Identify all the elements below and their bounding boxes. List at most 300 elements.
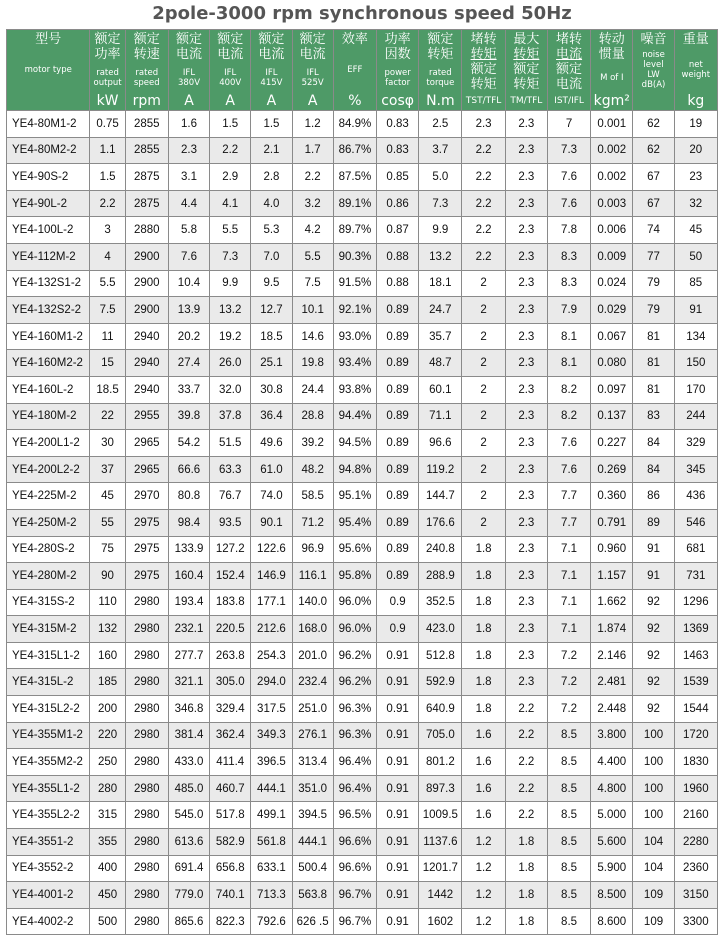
header-cn-text: 电流 bbox=[556, 77, 583, 92]
table-cell: 90.3% bbox=[333, 243, 376, 270]
header-unit: cosφ bbox=[381, 93, 415, 109]
table-cell: 100 bbox=[633, 749, 674, 776]
motor-type-cell: YE4-160M2-2 bbox=[7, 350, 90, 377]
header-en-text: LW bbox=[647, 70, 660, 80]
table-cell: 9.9 bbox=[419, 217, 462, 244]
header-en-text: 415V bbox=[260, 77, 283, 88]
table-cell: 276.1 bbox=[292, 722, 333, 749]
header-cn-text: 额定 bbox=[217, 32, 244, 47]
table-cell: 8.5 bbox=[547, 829, 590, 856]
table-cell: 240.8 bbox=[419, 536, 462, 563]
table-cell: 2.3 bbox=[505, 376, 547, 403]
table-cell: 7.6 bbox=[547, 430, 590, 457]
table-cell: 183.8 bbox=[210, 589, 251, 616]
table-cell: 212.6 bbox=[251, 616, 292, 643]
table-cell: 2980 bbox=[125, 589, 168, 616]
header-row bbox=[7, 30, 718, 111]
table-cell: 37.8 bbox=[210, 403, 251, 430]
table-cell: 86 bbox=[633, 483, 674, 510]
header-cn-text: 额定 bbox=[94, 32, 121, 47]
table-cell: 7.5 bbox=[292, 270, 333, 297]
column-header bbox=[547, 30, 590, 111]
header-en-text: rated bbox=[429, 67, 452, 78]
table-cell: 220 bbox=[90, 722, 125, 749]
table-cell: 713.3 bbox=[251, 882, 292, 909]
table-cell: 1.2 bbox=[292, 111, 333, 138]
table-cell: 7.3 bbox=[547, 137, 590, 164]
table-cell: 81 bbox=[633, 376, 674, 403]
table-cell: 626 .5 bbox=[292, 908, 333, 935]
header-en-text: 525V bbox=[301, 77, 324, 88]
motor-type-cell: YE4-180M-2 bbox=[7, 403, 90, 430]
table-cell: 96.4% bbox=[333, 775, 376, 802]
table-cell: 2 bbox=[462, 509, 505, 536]
table-cell: 2.2 bbox=[210, 137, 251, 164]
header-unit: TM/TFL bbox=[510, 96, 543, 106]
table-cell: 1442 bbox=[419, 882, 462, 909]
table-cell: 71.2 bbox=[292, 509, 333, 536]
table-cell: 2.3 bbox=[505, 111, 547, 138]
table-cell: 1.6 bbox=[462, 775, 505, 802]
table-cell: 2965 bbox=[125, 456, 168, 483]
header-cn-text: 电流 bbox=[175, 47, 202, 62]
table-cell: 96.6% bbox=[333, 829, 376, 856]
table-cell: 288.9 bbox=[419, 563, 462, 590]
table-cell: 1.8 bbox=[462, 669, 505, 696]
motor-type-cell: YE4-200L2-2 bbox=[7, 456, 90, 483]
table-cell: 20 bbox=[674, 137, 717, 164]
table-cell: 91 bbox=[633, 563, 674, 590]
table-cell: 681 bbox=[674, 536, 717, 563]
table-cell: 7.6 bbox=[547, 164, 590, 191]
table-cell: 2.9 bbox=[210, 164, 251, 191]
table-cell: 48.2 bbox=[292, 456, 333, 483]
table-cell: 152.4 bbox=[210, 563, 251, 590]
table-cell: 2.8 bbox=[251, 164, 292, 191]
table-cell: 0.006 bbox=[591, 217, 633, 244]
table-cell: 423.0 bbox=[419, 616, 462, 643]
table-cell: 55 bbox=[90, 509, 125, 536]
table-cell: 801.2 bbox=[419, 749, 462, 776]
table-cell: 2900 bbox=[125, 297, 168, 324]
header-unit bbox=[46, 93, 50, 109]
table-cell: 0.87 bbox=[377, 217, 419, 244]
table-cell: 822.3 bbox=[210, 908, 251, 935]
table-cell: 0.89 bbox=[377, 430, 419, 457]
table-cell: 2975 bbox=[125, 536, 168, 563]
table-cell: 81 bbox=[633, 350, 674, 377]
table-cell: 12.7 bbox=[251, 297, 292, 324]
column-header bbox=[333, 30, 376, 111]
table-cell: 3150 bbox=[674, 882, 717, 909]
header-en-text: 400V bbox=[219, 77, 242, 88]
table-cell: 89 bbox=[633, 509, 674, 536]
table-cell: 116.1 bbox=[292, 563, 333, 590]
table-cell: 315 bbox=[90, 802, 125, 829]
table-cell: 36.4 bbox=[251, 403, 292, 430]
table-row bbox=[7, 829, 718, 856]
table-cell: 83 bbox=[633, 403, 674, 430]
table-body bbox=[7, 111, 718, 935]
table-cell: 84 bbox=[633, 430, 674, 457]
table-cell: 104 bbox=[633, 829, 674, 856]
table-cell: 1602 bbox=[419, 908, 462, 935]
header-en-text: IFL bbox=[182, 67, 196, 78]
header-en-text: dB(A) bbox=[641, 80, 666, 90]
table-cell: 96.9 bbox=[292, 536, 333, 563]
table-cell: 50 bbox=[674, 243, 717, 270]
table-cell: 77 bbox=[633, 243, 674, 270]
table-cell: 80.8 bbox=[168, 483, 209, 510]
table-cell: 2940 bbox=[125, 376, 168, 403]
table-cell: 232.1 bbox=[168, 616, 209, 643]
column-header bbox=[377, 30, 419, 111]
table-cell: 2.2 bbox=[90, 190, 125, 217]
table-cell: 93.8% bbox=[333, 376, 376, 403]
header-cn-text: 额定 bbox=[175, 32, 202, 47]
table-cell: 18.5 bbox=[90, 376, 125, 403]
table-cell: 19.2 bbox=[210, 323, 251, 350]
table-cell: 37 bbox=[90, 456, 125, 483]
table-cell: 2.3 bbox=[505, 164, 547, 191]
table-cell: 2.2 bbox=[462, 190, 505, 217]
motor-type-cell: YE4-90S-2 bbox=[7, 164, 90, 191]
table-cell: 0.9 bbox=[377, 616, 419, 643]
table-cell: 28.8 bbox=[292, 403, 333, 430]
header-unit: kgm² bbox=[593, 93, 630, 109]
header-unit: rpm bbox=[132, 93, 161, 109]
table-cell: 71.1 bbox=[419, 403, 462, 430]
column-header bbox=[633, 30, 674, 111]
header-en-text: noise bbox=[642, 50, 665, 60]
table-cell: 100 bbox=[633, 802, 674, 829]
table-cell: 96.7% bbox=[333, 882, 376, 909]
table-cell: 0.91 bbox=[377, 802, 419, 829]
table-cell: 1.157 bbox=[591, 563, 633, 590]
table-row bbox=[7, 190, 718, 217]
table-cell: 1.8 bbox=[462, 589, 505, 616]
table-cell: 96.3% bbox=[333, 696, 376, 723]
table-cell: 0.791 bbox=[591, 509, 633, 536]
header-en-text: EFF bbox=[347, 65, 363, 75]
column-header bbox=[674, 30, 717, 111]
table-cell: 2 bbox=[462, 297, 505, 324]
table-cell: 5.0 bbox=[419, 164, 462, 191]
column-header bbox=[210, 30, 251, 111]
table-cell: 2940 bbox=[125, 323, 168, 350]
motor-type-cell: YE4-250M-2 bbox=[7, 509, 90, 536]
table-cell: 24.4 bbox=[292, 376, 333, 403]
table-cell: 3.2 bbox=[292, 190, 333, 217]
table-cell: 0.001 bbox=[591, 111, 633, 138]
table-cell: 2.3 bbox=[505, 323, 547, 350]
table-cell: 8.1 bbox=[547, 350, 590, 377]
table-cell: 691.4 bbox=[168, 855, 209, 882]
table-cell: 133.9 bbox=[168, 536, 209, 563]
header-cn-text: 额定 bbox=[258, 32, 285, 47]
table-cell: 66.6 bbox=[168, 456, 209, 483]
table-cell: 8.2 bbox=[547, 403, 590, 430]
table-cell: 7.1 bbox=[547, 589, 590, 616]
table-cell: 2.3 bbox=[505, 669, 547, 696]
table-cell: 96.7% bbox=[333, 908, 376, 935]
table-cell: 2 bbox=[462, 376, 505, 403]
table-cell: 4.2 bbox=[292, 217, 333, 244]
table-cell: 2980 bbox=[125, 855, 168, 882]
table-cell: 19 bbox=[674, 111, 717, 138]
table-row bbox=[7, 855, 718, 882]
table-cell: 0.080 bbox=[591, 350, 633, 377]
table-cell: 1.2 bbox=[462, 882, 505, 909]
header-cn-text: 转动 bbox=[598, 32, 625, 47]
table-cell: 39.8 bbox=[168, 403, 209, 430]
table-cell: 100 bbox=[633, 775, 674, 802]
motor-type-cell: YE4-355M2-2 bbox=[7, 749, 90, 776]
table-cell: 58.5 bbox=[292, 483, 333, 510]
table-cell: 0.91 bbox=[377, 722, 419, 749]
table-row bbox=[7, 111, 718, 138]
table-cell: 0.360 bbox=[591, 483, 633, 510]
table-cell: 2 bbox=[462, 270, 505, 297]
table-cell: 2.3 bbox=[505, 642, 547, 669]
table-cell: 7.2 bbox=[547, 669, 590, 696]
table-row bbox=[7, 430, 718, 457]
table-cell: 30.8 bbox=[251, 376, 292, 403]
table-cell: 346.8 bbox=[168, 696, 209, 723]
header-cn-text: 功率 bbox=[384, 32, 411, 47]
table-cell: 7.6 bbox=[547, 456, 590, 483]
header-en-text: torque bbox=[426, 77, 455, 88]
header-cn-text: 因数 bbox=[384, 47, 411, 62]
table-row bbox=[7, 669, 718, 696]
table-row bbox=[7, 483, 718, 510]
table-cell: 13.2 bbox=[419, 243, 462, 270]
table-cell: 30 bbox=[90, 430, 125, 457]
table-cell: 500 bbox=[90, 908, 125, 935]
motor-type-cell: YE4-132S2-2 bbox=[7, 297, 90, 324]
table-cell: 7.5 bbox=[90, 297, 125, 324]
table-cell: 10.4 bbox=[168, 270, 209, 297]
table-cell: 104 bbox=[633, 855, 674, 882]
header-cn-text: 电流 bbox=[217, 47, 244, 62]
table-cell: 0.75 bbox=[90, 111, 125, 138]
table-cell: 1.8 bbox=[462, 616, 505, 643]
table-cell: 160.4 bbox=[168, 563, 209, 590]
table-cell: 500.4 bbox=[292, 855, 333, 882]
table-cell: 62 bbox=[633, 111, 674, 138]
table-cell: 3.1 bbox=[168, 164, 209, 191]
header-cn-text: 转矩 bbox=[470, 47, 497, 62]
table-cell: 244 bbox=[674, 403, 717, 430]
table-cell: 0.002 bbox=[591, 164, 633, 191]
table-cell: 362.4 bbox=[210, 722, 251, 749]
table-cell: 160 bbox=[90, 642, 125, 669]
table-cell: 5.000 bbox=[591, 802, 633, 829]
table-cell: 5.5 bbox=[210, 217, 251, 244]
table-cell: 2.448 bbox=[591, 696, 633, 723]
table-cell: 8.2 bbox=[547, 376, 590, 403]
table-cell: 1.2 bbox=[462, 855, 505, 882]
table-cell: 0.89 bbox=[377, 376, 419, 403]
table-cell: 8.5 bbox=[547, 722, 590, 749]
motor-type-cell: YE4-315L1-2 bbox=[7, 642, 90, 669]
table-cell: 96.4% bbox=[333, 749, 376, 776]
table-cell: 8.5 bbox=[547, 802, 590, 829]
table-cell: 25.1 bbox=[251, 350, 292, 377]
table-cell: 5.8 bbox=[168, 217, 209, 244]
table-cell: 2.3 bbox=[505, 616, 547, 643]
table-cell: 4.400 bbox=[591, 749, 633, 776]
table-cell: 132 bbox=[90, 616, 125, 643]
table-cell: 2.146 bbox=[591, 642, 633, 669]
table-row bbox=[7, 350, 718, 377]
motor-type-cell: YE4-355L2-2 bbox=[7, 802, 90, 829]
table-cell: 92 bbox=[633, 642, 674, 669]
table-cell: 67 bbox=[633, 190, 674, 217]
table-cell: 2.1 bbox=[251, 137, 292, 164]
table-cell: 0.029 bbox=[591, 297, 633, 324]
table-cell: 93.5 bbox=[210, 509, 251, 536]
table-cell: 545.0 bbox=[168, 802, 209, 829]
table-cell: 79 bbox=[633, 297, 674, 324]
header-cn-text: 转矩 bbox=[427, 47, 454, 62]
table-cell: 2.2 bbox=[462, 164, 505, 191]
table-row bbox=[7, 802, 718, 829]
table-cell: 2 bbox=[462, 483, 505, 510]
motor-type-cell: YE4-4001-2 bbox=[7, 882, 90, 909]
header-en-text: rated bbox=[135, 67, 159, 78]
header-en-text: level bbox=[643, 60, 664, 70]
table-cell: 96.0% bbox=[333, 589, 376, 616]
motor-type-cell: YE4-3552-2 bbox=[7, 855, 90, 882]
table-row bbox=[7, 642, 718, 669]
motor-type-cell: YE4-355L1-2 bbox=[7, 775, 90, 802]
table-cell: 305.0 bbox=[210, 669, 251, 696]
header-cn-text: 电流 bbox=[258, 47, 285, 62]
header-unit: A bbox=[225, 93, 235, 109]
table-cell: 0.91 bbox=[377, 642, 419, 669]
table-cell: 0.002 bbox=[591, 137, 633, 164]
table-row bbox=[7, 403, 718, 430]
header-cn-text: 转矩 bbox=[513, 77, 540, 92]
table-cell: 0.89 bbox=[377, 563, 419, 590]
table-cell: 2280 bbox=[674, 829, 717, 856]
table-cell: 93.4% bbox=[333, 350, 376, 377]
table-cell: 2880 bbox=[125, 217, 168, 244]
column-header bbox=[251, 30, 292, 111]
table-cell: 0.91 bbox=[377, 829, 419, 856]
table-cell: 74.0 bbox=[251, 483, 292, 510]
header-en-text: net bbox=[688, 60, 703, 70]
table-cell: 2 bbox=[462, 456, 505, 483]
table-cell: 0.227 bbox=[591, 430, 633, 457]
header-cn-text: 惯量 bbox=[598, 47, 625, 62]
motor-type-cell: YE4-80M1-2 bbox=[7, 111, 90, 138]
header-en-text: IFL bbox=[265, 67, 278, 78]
table-cell: 499.1 bbox=[251, 802, 292, 829]
table-row bbox=[7, 270, 718, 297]
header-cn-text: 电流 bbox=[556, 47, 583, 62]
table-cell: 1.8 bbox=[462, 642, 505, 669]
table-cell: 1009.5 bbox=[419, 802, 462, 829]
header-cn-text: 效率 bbox=[341, 32, 368, 47]
table-row bbox=[7, 509, 718, 536]
table-cell: 329.4 bbox=[210, 696, 251, 723]
table-cell: 89.1% bbox=[333, 190, 376, 217]
table-cell: 485.0 bbox=[168, 775, 209, 802]
table-cell: 63.3 bbox=[210, 456, 251, 483]
table-cell: 5.5 bbox=[292, 243, 333, 270]
table-cell: 7.3 bbox=[419, 190, 462, 217]
table-cell: 2.3 bbox=[505, 243, 547, 270]
table-cell: 1.8 bbox=[505, 855, 547, 882]
table-cell: 0.89 bbox=[377, 509, 419, 536]
table-cell: 2980 bbox=[125, 696, 168, 723]
table-cell: 2 bbox=[462, 403, 505, 430]
table-cell: 45 bbox=[90, 483, 125, 510]
header-unit: A bbox=[184, 93, 194, 109]
table-cell: 26.0 bbox=[210, 350, 251, 377]
table-cell: 0.960 bbox=[591, 536, 633, 563]
table-cell: 54.2 bbox=[168, 430, 209, 457]
table-cell: 2.3 bbox=[462, 111, 505, 138]
table-cell: 62 bbox=[633, 137, 674, 164]
motor-type-cell: YE4-315S-2 bbox=[7, 589, 90, 616]
motor-type-cell: YE4-90L-2 bbox=[7, 190, 90, 217]
table-cell: 1830 bbox=[674, 749, 717, 776]
table-cell: 22 bbox=[90, 403, 125, 430]
table-cell: 134 bbox=[674, 323, 717, 350]
header-unit: TST/TFL bbox=[465, 96, 502, 106]
table-cell: 2965 bbox=[125, 430, 168, 457]
table-cell: 1.5 bbox=[90, 164, 125, 191]
header-en-text: weight bbox=[681, 70, 711, 80]
header-cn-text: 功率 bbox=[94, 47, 121, 62]
table-row bbox=[7, 536, 718, 563]
table-cell: 640.9 bbox=[419, 696, 462, 723]
table-cell: 150 bbox=[674, 350, 717, 377]
table-cell: 2.3 bbox=[505, 190, 547, 217]
table-cell: 96.2% bbox=[333, 642, 376, 669]
table-cell: 95.1% bbox=[333, 483, 376, 510]
table-cell: 2900 bbox=[125, 270, 168, 297]
table-cell: 0.89 bbox=[377, 297, 419, 324]
table-cell: 9.9 bbox=[210, 270, 251, 297]
table-cell: 2.2 bbox=[505, 749, 547, 776]
table-cell: 436 bbox=[674, 483, 717, 510]
table-cell: 1.6 bbox=[168, 111, 209, 138]
table-cell: 280 bbox=[90, 775, 125, 802]
table-cell: 2.2 bbox=[462, 137, 505, 164]
table-cell: 3 bbox=[90, 217, 125, 244]
header-cn-text: 额定 bbox=[427, 32, 454, 47]
table-cell: 2980 bbox=[125, 669, 168, 696]
table-cell: 7.6 bbox=[547, 190, 590, 217]
table-cell: 90 bbox=[90, 563, 125, 590]
table-cell: 32 bbox=[674, 190, 717, 217]
table-cell: 2975 bbox=[125, 509, 168, 536]
table-cell: 95.4% bbox=[333, 509, 376, 536]
table-cell: 563.8 bbox=[292, 882, 333, 909]
header-cn-text: 堵转 bbox=[556, 32, 583, 47]
motor-type-cell: YE4-100L-2 bbox=[7, 217, 90, 244]
table-cell: 177.1 bbox=[251, 589, 292, 616]
table-cell: 251.0 bbox=[292, 696, 333, 723]
table-cell: 7.8 bbox=[547, 217, 590, 244]
table-cell: 94.5% bbox=[333, 430, 376, 457]
table-cell: 2 bbox=[462, 430, 505, 457]
motor-type-cell: YE4-80M2-2 bbox=[7, 137, 90, 164]
